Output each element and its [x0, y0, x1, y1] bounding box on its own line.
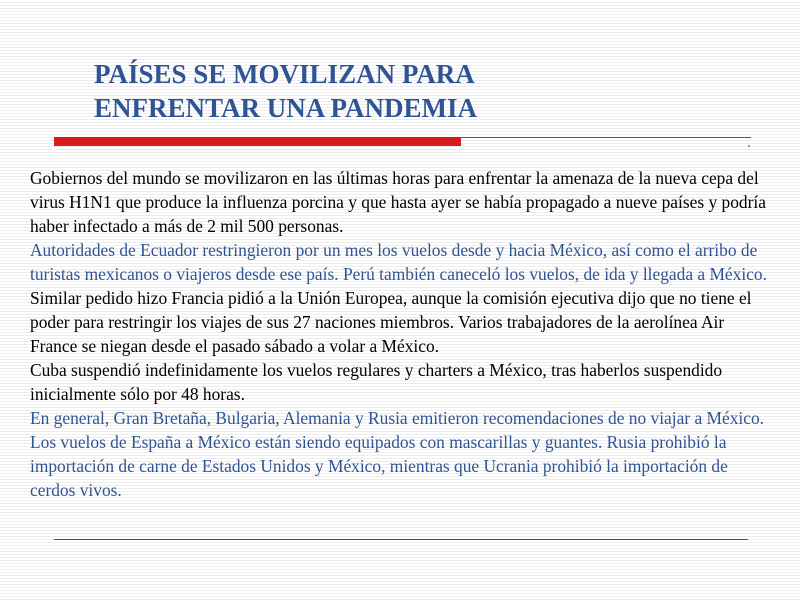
- paragraph-europa: En general, Gran Bretaña, Bulgaria, Alemania y Rusia emitieron recomendaciones de no viajar a México. Los vuelos de España a México están siendo equipados con mascarillas y guantes. Rusia prohibió la importación de carne de Estados Unidos y México, mientras que Ucrania prohibió la importación de cerdos vivos.: [30, 408, 764, 500]
- paragraph-ecuador: Autoridades de Ecuador restringieron por un mes los vuelos desde y hacia México, así como el arribo de turistas mexicanos o viajeros desde ese país. Perú también caneceló los vuelos, de ida y llegada a México.: [30, 240, 767, 284]
- slide-title-line-2: ENFRENTAR UNA PANDEMIA: [94, 93, 477, 123]
- bottom-divider: [54, 539, 748, 540]
- title-underline-thin: [461, 137, 751, 138]
- slide-title-line-1: PAÍSES SE MOVILIZAN PARA: [94, 59, 475, 89]
- paragraph-cuba: Cuba suspendió indefinidamente los vuelos regulares y charters a México, tras haberlos suspendido inicialmente sólo por 48 horas.: [30, 360, 723, 404]
- slide-body: [30, 166, 775, 502]
- slide-title: [94, 57, 477, 125]
- paragraph-francia: Similar pedido hizo Francia pidió a la Unión Europea, aunque la comisión ejecutiva dijo que no tiene el poder para restringir los viajes de sus 27 naciones miembros. Varios trabajadores de la aerolínea Air France se niegan desde el pasado sábado a volar a México.: [30, 288, 752, 356]
- paragraph-gobiernos: Gobiernos del mundo se movilizaron en las últimas horas para enfrentar la amenaza de la nueva cepa del virus H1N1 que produce la influenza porcina y que hasta ayer se había propagado a nueve países y podría haber infectado a más de 2 mil 500 personas.: [30, 168, 766, 236]
- title-underline-dot: [748, 145, 750, 147]
- title-underline-thick: [54, 137, 461, 146]
